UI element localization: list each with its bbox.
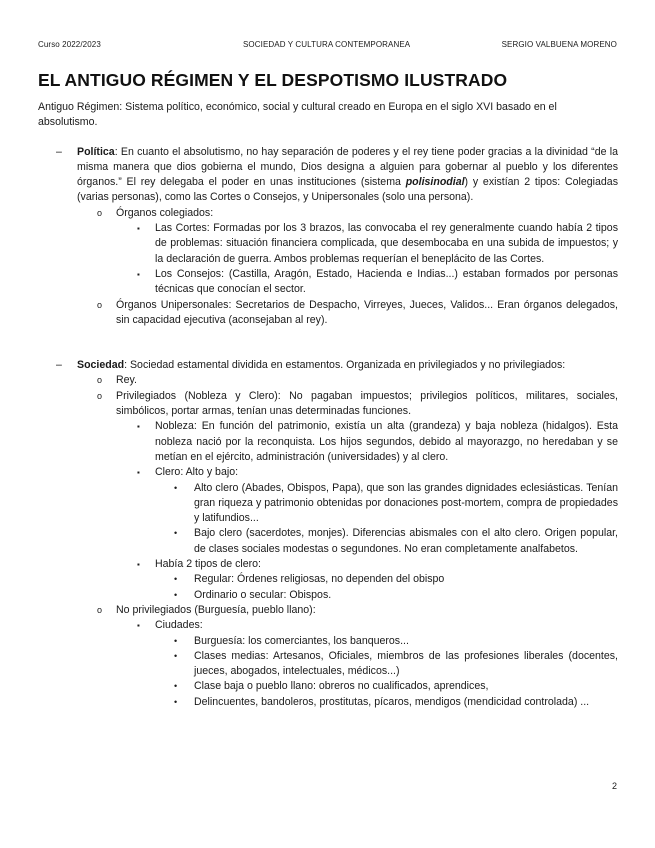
circle-bullet-icon: o (97, 604, 103, 615)
list-item (155, 649, 618, 680)
privilegiados-text: Privilegiados (Nobleza y Clero): No pagaban impuestos; privilegios políticos, militares, sociales, simbólicos, portar armas, tenían unas determinadas funciones. (116, 389, 618, 418)
list-item (155, 481, 618, 527)
sociedad-sublist (77, 373, 618, 710)
unipersonales-text: Órganos Unipersonales: Secretarios de Despacho, Virreyes, Jueces, Validos... Eran órganos delegados, sin capacidad ejecutiva (aconsejaban al rey). (116, 298, 618, 326)
dot-bullet-icon: • (174, 482, 178, 493)
clero-sublist (155, 481, 618, 557)
square-bullet-icon: ▪ (137, 621, 140, 631)
politica-section (38, 145, 618, 329)
list-item (116, 267, 618, 298)
list-item (155, 634, 618, 649)
circle-bullet-icon: o (97, 207, 103, 218)
no-privilegiados-text: No privilegiados (Burguesía, pueblo llano): (116, 603, 316, 616)
delincuentes-text: Delincuentes, bandoleros, prostitutas, pícaros, mendigos (mendicidad controlada) ... (194, 695, 590, 708)
tipos-clero-sublist (155, 572, 618, 603)
square-bullet-icon: ▪ (137, 224, 140, 234)
header-author: SERGIO VALBUENA MORENO (501, 40, 617, 49)
dot-bullet-icon: • (174, 589, 178, 600)
burguesia-text: Burguesía: los comerciantes, los banqueros... (194, 634, 409, 647)
list-item (77, 206, 618, 298)
dot-bullet-icon: • (174, 696, 178, 707)
dot-bullet-icon: • (174, 574, 178, 585)
privilegiados-sublist (116, 419, 618, 603)
rey-text: Rey. (116, 374, 137, 387)
list-item (77, 603, 618, 710)
bajo-clero-text: Bajo clero (sacerdotes, monjes). Diferencias abismales con el alto clero. Origen popular, de clases sociales modestas o segundones. No eran completamente analfabetos. (194, 527, 618, 555)
page-number: 2 (611, 781, 617, 791)
section-spacer (38, 328, 618, 358)
regular-text: Regular: Órdenes religiosas, no dependen del obispo (194, 573, 445, 586)
main-list (38, 145, 618, 710)
intro-paragraph: Antiguo Régimen: Sistema político, económico, social y cultural creado en Europa en el siglo XVI basado en el absolutismo. (38, 101, 557, 129)
square-bullet-icon: ▪ (137, 269, 140, 279)
list-item (116, 419, 618, 465)
circle-bullet-icon: o (97, 375, 103, 386)
ciudades-label: Ciudades: (155, 619, 203, 632)
list-item (77, 298, 618, 329)
circle-bullet-icon: o (97, 390, 103, 401)
ciudades-sublist (155, 634, 618, 710)
square-bullet-icon: ▪ (137, 422, 140, 432)
header-subject: SOCIEDAD Y CULTURA CONTEMPORANEA (243, 40, 411, 49)
page-title: EL ANTIGUO RÉGIMEN Y EL DESPOTISMO ILUSTRADO (38, 70, 508, 90)
colegiados-sublist (116, 221, 618, 297)
square-bullet-icon: ▪ (137, 560, 140, 570)
no-privilegiados-sublist (116, 618, 618, 710)
document-body (38, 100, 618, 710)
politica-text-b: ) y existían 2 tipos: Colegiadas (varias personas), como las Cortes o Consejos, y Unipersonales (solo una persona). (77, 176, 618, 204)
dot-bullet-icon: • (174, 528, 178, 539)
tipos-clero-label: Había 2 tipos de clero: (155, 558, 261, 571)
clases-medias-text: Clases medias: Artesanos, Oficiales, miembros de las profesiones liberales (docentes, jueces, abogados, intelectuales, médicos...) (194, 649, 618, 678)
dot-bullet-icon: • (174, 681, 178, 692)
list-item (155, 679, 618, 694)
clase-baja-text: Clase baja o pueblo llano: obreros no cualificados, aprendices, (194, 680, 489, 693)
dash-bullet-icon: – (56, 145, 62, 158)
consejos-text: Los Consejos: (Castilla, Aragón, Estado, Hacienda e Indias...) estaban formados por personas técnicas que conocían el sector. (155, 267, 618, 296)
polisinodial-term: polisinodial (405, 176, 465, 189)
sociedad-text: : Sociedad estamental dividida en estamentos. Organizada en privilegiados y no privilegiados: (124, 359, 566, 372)
header-course: Curso 2022/2023 (38, 40, 101, 49)
list-item (155, 572, 618, 587)
sociedad-section (38, 358, 618, 710)
square-bullet-icon: ▪ (137, 468, 140, 478)
politica-text-a: : En cuanto el absolutismo, no hay separación de poderes y el rey tiene poder gracias a la divinidad “de la misma manera que dios gobierna el mundo, Dios designa a alguien para gobernar al pueblo y los diferentes órganos.” El rey delegaba el poder en unas instituciones (sistema (77, 145, 618, 189)
dot-bullet-icon: • (174, 650, 178, 661)
secular-text: Ordinario o secular: Obispos. (194, 588, 332, 601)
list-item (77, 389, 618, 603)
cortes-text: Las Cortes: Formadas por los 3 brazos, las convocaba el rey generalmente cuando había 2 tipos de problemas: situación financiera complicada, que desembocaba en una subida de impuestos; y la declaración de guerra. Ambos problemas requerían el beneplácito de las Cortes. (155, 222, 618, 265)
clero-label: Clero: Alto y bajo: (155, 466, 239, 479)
sociedad-term: Sociedad (77, 359, 125, 372)
list-item (116, 465, 618, 557)
list-item (155, 588, 618, 603)
list-item (116, 618, 618, 710)
circle-bullet-icon: o (97, 299, 103, 310)
colegiados-label: Órganos colegiados: (116, 206, 214, 219)
list-item (155, 695, 618, 710)
list-item (77, 373, 618, 388)
list-item (116, 557, 618, 603)
dash-bullet-icon: – (56, 359, 62, 372)
list-item (116, 221, 618, 267)
nobleza-text: Nobleza: En función del patrimonio, existía un alta (grandeza) y baja nobleza (hidalgos). Esta nobleza nació por la reconquista. Los hijos segundos, debido al mayorazgo, no heredaban y se metían en el ejército, administración (universidades) y al clero. (155, 420, 618, 463)
list-item (155, 526, 618, 557)
dot-bullet-icon: • (174, 635, 178, 646)
politica-term: Política (77, 145, 115, 158)
politica-sublist (77, 206, 618, 328)
alto-clero-text: Alto clero (Abades, Obispos, Papa), que son las grandes dignidades eclesiásticas. Tenían gran riqueza y patrimonio obtenidas por donaciones post-mortem, compra de propiedades y latifundios... (194, 481, 618, 525)
